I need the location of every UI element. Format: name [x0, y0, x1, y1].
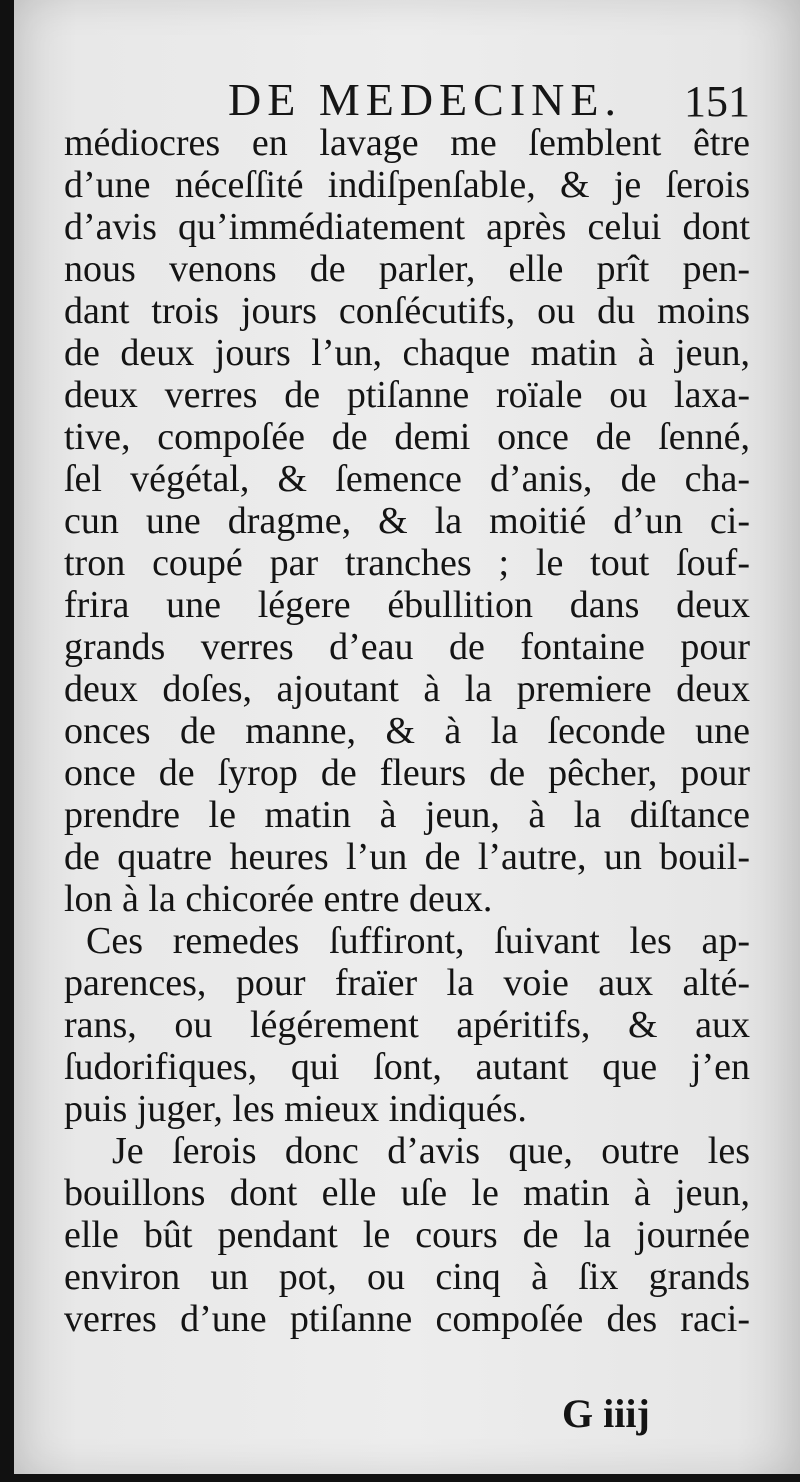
- text-line-19: lon à la chicorée entre deux.: [64, 878, 493, 920]
- text-line-2: d’une néceſſité indiſpenſable, & je ſerois: [64, 164, 750, 206]
- text-line-18: de quatre heures l’un de l’autre, un bouil-: [64, 836, 750, 878]
- text-line-23: ſudorifiques, qui ſont, autant que j’en: [64, 1046, 750, 1088]
- text-line-11: tron coupé par tranches ; le tout ſouf-: [64, 542, 750, 584]
- text-line-22: rans, ou légérement apéritifs, & aux: [64, 1004, 750, 1046]
- text-line-1: médiocres en lavage me ſemblent être: [64, 122, 750, 164]
- text-line-7: deux verres de ptiſanne roïale ou laxa-: [64, 374, 750, 416]
- body-text: [64, 122, 750, 1340]
- text-line-28: environ un pot, ou cinq à ſix grands: [64, 1256, 750, 1298]
- text-line-9: ſel végétal, & ſemence d’anis, de cha-: [64, 458, 750, 500]
- text-line-16: once de ſyrop de fleurs de pêcher, pour: [64, 752, 750, 794]
- text-line-8: tive, compoſée de demi once de ſenné,: [64, 416, 750, 458]
- text-line-5: dant trois jours conſécutifs, ou du moins: [64, 290, 750, 332]
- text-line-25: Je ſerois donc d’avis que, outre les: [112, 1130, 750, 1172]
- text-line-26: bouillons dont elle uſe le matin à jeun,: [64, 1172, 750, 1214]
- text-line-20: Ces remedes ſuffiront, ſuivant les ap-: [86, 920, 750, 962]
- running-title: DE MEDECINE.: [228, 74, 622, 125]
- text-line-27: elle bût pendant le cours de la journée: [64, 1214, 750, 1256]
- signature-mark: G iiij: [562, 1391, 650, 1436]
- text-line-12: frira une légere ébullition dans deux: [64, 584, 750, 626]
- text-line-29: verres d’une ptiſanne compoſée des raci-: [64, 1298, 750, 1340]
- text-line-21: parences, pour fraïer la voie aux alté-: [64, 962, 750, 1004]
- text-line-14: deux doſes, ajoutant à la premiere deux: [64, 668, 750, 710]
- text-line-3: d’avis qu’immédiatement après celui dont: [64, 206, 750, 248]
- book-page: [14, 0, 800, 1474]
- text-line-13: grands verres d’eau de fontaine pour: [64, 626, 750, 668]
- text-line-17: prendre le matin à jeun, à la diſtance: [64, 794, 750, 836]
- text-line-4: nous venons de parler, elle prît pen-: [64, 248, 750, 290]
- text-line-10: cun une dragme, & la moitié d’un ci-: [64, 500, 750, 542]
- text-line-15: onces de manne, & à la ſeconde une: [64, 710, 750, 752]
- page-number: 151: [684, 77, 750, 126]
- text-line-6: de deux jours l’un, chaque matin à jeun,: [64, 332, 750, 374]
- text-line-24: puis juger, les mieux indiqués.: [64, 1088, 527, 1130]
